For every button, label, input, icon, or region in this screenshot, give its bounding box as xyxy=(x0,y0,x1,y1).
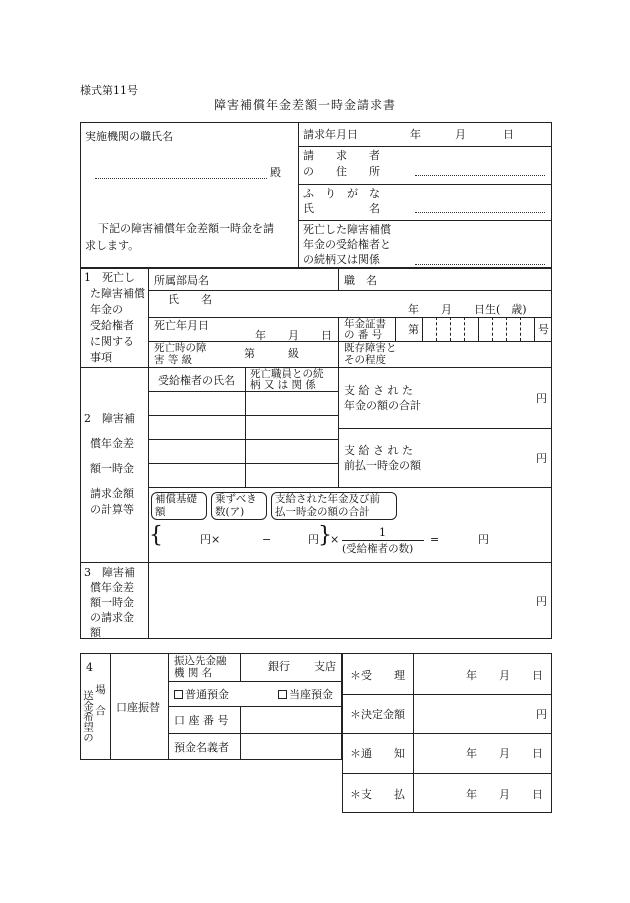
relation-label-1: 死亡した障害補償 xyxy=(303,223,391,236)
formula-base-1: 補償基礎 xyxy=(155,493,197,505)
claimant-address-label-2: の 住 所 xyxy=(303,165,380,178)
form-number: 様式第11号 xyxy=(80,84,138,97)
formula-mult-1: 乗ずべき xyxy=(215,493,257,505)
existing-label-2: その程度 xyxy=(344,354,386,366)
bank-label-2: 機 関 名 xyxy=(174,667,213,679)
bank-shiten: 支店 xyxy=(314,660,336,673)
agency-label: 実施機関の職氏名 xyxy=(85,130,173,143)
formula-fraction-bar xyxy=(342,540,424,541)
dept-label: 所属部局名 xyxy=(154,274,209,287)
relation-label-3: の続柄又は関係 xyxy=(303,253,380,266)
ordinary-checkbox[interactable] xyxy=(174,690,183,699)
grade-value: 第 級 xyxy=(244,347,299,360)
formula-yen: 円 xyxy=(308,533,319,546)
sec4-label-case: 場 合 xyxy=(94,684,106,716)
cert-number-boxes[interactable] xyxy=(422,317,534,341)
office-decided-label: ＊決定金額 xyxy=(350,708,405,721)
formula-one: 1 xyxy=(379,526,386,539)
relation-header-1: 死亡職員との続 xyxy=(250,368,324,380)
formula-paid-2: 払一時金の額の合計 xyxy=(275,506,370,518)
office-paid-date: 年 月 日 xyxy=(466,788,543,801)
claimant-address-label-1: 請 求 者 xyxy=(303,149,380,162)
cert-go: 号 xyxy=(538,323,549,336)
current-checkbox[interactable] xyxy=(278,690,287,699)
paid-pension-label-1: 支 給 さ れ た xyxy=(344,384,413,397)
name-label: 氏 名 xyxy=(168,293,212,306)
cert-dai: 第 xyxy=(408,323,419,336)
acct-current[interactable]: 当座預金 xyxy=(278,688,333,701)
paid-pension-label-2: 年金の額の合計 xyxy=(344,399,421,412)
position-label: 職 名 xyxy=(344,274,377,287)
request-text-1: 下記の障害補償年金差額一時金を請 xyxy=(98,222,274,235)
bank-ginko: 銀行 xyxy=(268,660,290,673)
claimant-address-field[interactable] xyxy=(415,175,545,176)
claimant-name-label: 氏 名 xyxy=(303,202,380,215)
relation-label-2: 年金の受給権者と xyxy=(303,238,391,251)
transfer-label: 口座振替 xyxy=(116,701,160,714)
paid-pension-yen: 円 xyxy=(536,392,547,405)
holder-label: 預金名義者 xyxy=(174,741,229,754)
relation-field[interactable] xyxy=(415,264,545,265)
furigana-label: ふ り が な xyxy=(303,187,380,200)
cert-label-1: 年金証書 xyxy=(344,318,386,330)
cert-label-2: の 番 号 xyxy=(344,329,383,341)
formula-yen-times: 円× xyxy=(200,533,221,546)
office-notice-date: 年 月 日 xyxy=(466,747,543,760)
formula-denominator: (受給権者の数) xyxy=(342,543,414,555)
form-title: 障害補償年金差額一時金請求書 xyxy=(214,98,397,112)
office-received-date: 年 月 日 xyxy=(466,669,543,682)
acct-number-label: 口 座 番 号 xyxy=(174,714,229,727)
formula-open-brace: { xyxy=(149,523,163,548)
grade-label-2: 害 等 級 xyxy=(154,354,193,366)
formula-close-brace: } xyxy=(318,523,332,548)
death-date-ymd: 年 月 日 xyxy=(255,329,332,342)
acct-ordinary[interactable]: 普通預金 xyxy=(174,688,229,701)
bank-label-1: 振込先金融 xyxy=(174,655,227,667)
dono-label: 殿 xyxy=(270,166,281,179)
office-paid-label: ＊支 払 xyxy=(350,788,405,801)
paid-lump-yen: 円 xyxy=(536,452,547,465)
birth-date-label: 年 月 日生( 歳) xyxy=(408,303,527,316)
formula-equals: = xyxy=(430,533,440,546)
death-date-label: 死亡年月日 xyxy=(154,319,209,332)
agency-name-field[interactable] xyxy=(95,178,267,179)
claim-amount-yen: 円 xyxy=(536,595,547,608)
paid-lump-label-1: 支 給 さ れ た xyxy=(344,444,413,457)
formula-yen2: 円 xyxy=(478,533,489,546)
relation-header-2: 柄 又 は 関 係 xyxy=(250,379,316,391)
formula-mult-2: 数(ア) xyxy=(215,506,245,518)
office-decided-yen: 円 xyxy=(536,708,547,721)
office-notice-label: ＊通 知 xyxy=(350,747,405,760)
grade-label-1: 死亡時の障 xyxy=(154,342,207,354)
sec4-number: 4 xyxy=(86,661,93,674)
beneficiary-name-header: 受給権者の氏名 xyxy=(158,374,235,387)
formula-base-2: 額 xyxy=(155,506,166,518)
paid-lump-label-2: 前払一時金の額 xyxy=(344,459,421,472)
existing-label-1: 既存障害と xyxy=(344,342,397,354)
claimant-name-field[interactable] xyxy=(415,212,545,213)
request-date-label: 請求年月日 xyxy=(303,128,358,141)
request-text-2: 求します。 xyxy=(85,239,140,252)
formula-minus: − xyxy=(262,533,272,546)
office-received-label: ＊受 理 xyxy=(350,669,405,682)
sec4-label-remit: 送金希望の xyxy=(82,690,94,743)
formula-times: × xyxy=(330,533,340,546)
formula-paid-1: 支給された年金及び前 xyxy=(275,493,380,505)
